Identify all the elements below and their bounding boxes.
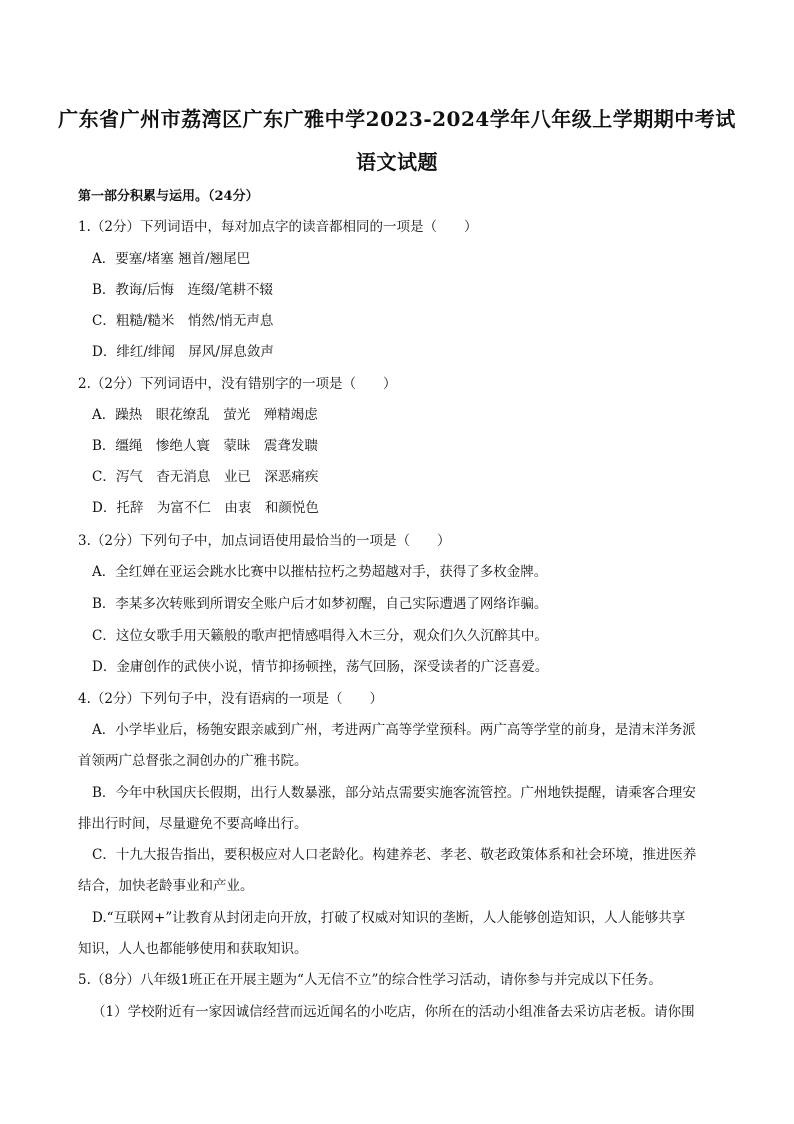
question-3-option-a: A．全红婵在亚运会跳水比赛中以摧枯拉朽之势超越对手，获得了多枚金牌。: [92, 564, 548, 580]
exam-subtitle: 语文试题: [356, 150, 438, 174]
question-4-option-a-cont: 首领两广总督张之洞创办的广雅书院。: [78, 753, 308, 769]
question-1-option-a: A．要塞/堵塞 翘首/翘尾巴: [92, 251, 251, 267]
question-4-option-d-cont: 知识，人人也都能够使用和获取知识。: [78, 941, 308, 957]
question-4-option-d: D.“互联网+”让教育从封闭走向开放，打破了权威对知识的垄断，人人能够创造知识，人人能够共享: [92, 910, 686, 926]
question-1-option-d: D．绯红/绯闻 屏风/屏息敛声: [92, 344, 274, 360]
question-5-stem: 5.（8分）八年级1班正在开展主题为“人无信不立”的综合性学习活动，请你参与并完成以下任务。: [78, 972, 662, 988]
question-3-option-b: B．李某多次转账到所谓安全账户后才如梦初醒，自己实际遭遇了网络诈骗。: [92, 596, 548, 612]
question-4-option-b-cont: 排出行时间，尽量避免不要高峰出行。: [78, 816, 308, 832]
question-3-option-d: D．金庸创作的武侠小说，情节抑扬顿挫，荡气回肠，深受读者的广泛喜爱。: [92, 659, 549, 675]
question-1-stem: 1.（2分）下列词语中，每对加点字的读音都相同的一项是（ ）: [78, 219, 478, 235]
exam-title: 广东省广州市荔湾区广东广雅中学2023-2024学年八年级上学期期中考试: [58, 107, 736, 131]
question-4-option-c: C．十九大报告指出，要积极应对人口老龄化。构建养老、孝老、敬老政策体系和社会环境，推进医养: [92, 847, 697, 863]
question-4-option-c-cont: 结合，加快老龄事业和产业。: [78, 878, 254, 894]
question-1-option-b: B．教诲/后悔 连缀/笔耕不辍: [92, 282, 274, 298]
question-4-stem: 4.（2分）下列句子中，没有语病的一项是（ ）: [78, 691, 383, 707]
question-2-option-c: C．泻气 杳无消息 业已 深恶痛疾: [92, 469, 319, 485]
question-2-option-b: B．缰绳 惨绝人寰 蒙昧 震聋发聩: [92, 438, 318, 454]
question-2-option-d: D．托辞 为富不仁 由衷 和颜悦色: [92, 500, 319, 516]
section-heading: 第一部分积累与运用。（24分）: [78, 189, 259, 204]
question-2-option-a: A．躁热 眼花缭乱 萤光 殚精竭虑: [92, 407, 318, 423]
question-2-stem: 2.（2分）下列词语中，没有错别字的一项是（ ）: [78, 376, 397, 392]
question-1-option-c: C．粗糙/糙米 悄然/悄无声息: [92, 313, 274, 329]
question-3-option-c: C．这位女歌手用天籁般的歌声把情感唱得入木三分，观众们久久沉醉其中。: [92, 628, 548, 644]
question-4-option-b: B．今年中秋国庆长假期，出行人数暴涨，部分站点需要实施客流管控。广州地铁提醒，请乘客合理安: [92, 785, 696, 801]
question-3-stem: 3.（2分）下列句子中，加点词语使用最恰当的一项是（ ）: [78, 533, 451, 549]
question-4-option-a: A．小学毕业后，杨匏安跟亲戚到广州，考进两广高等学堂预科。两广高等学堂的前身，是清末洋务派: [92, 722, 696, 738]
question-5-sub-1: （1）学校附近有一家因诚信经营而远近闻名的小吃店，你所在的活动小组准备去采访店老板。请你围: [92, 1004, 695, 1020]
